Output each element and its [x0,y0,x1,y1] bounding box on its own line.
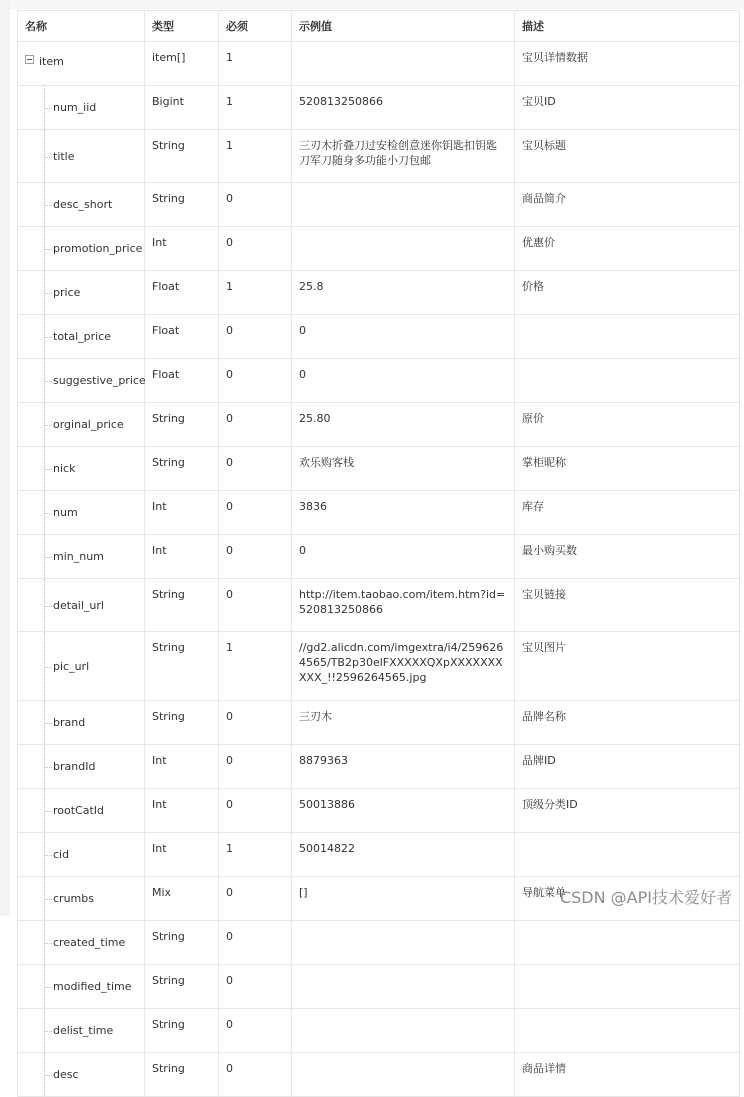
tree-branch [44,381,52,382]
field-required: 0 [219,1009,292,1053]
field-name-cell [18,130,145,183]
field-required: 0 [219,1053,292,1097]
root-example [292,42,515,86]
field-type: String [145,447,219,491]
field-desc: 原价 [515,403,740,447]
field-name: crumbs [53,892,94,905]
top-gutter [0,0,744,9]
field-example: [] [292,877,515,921]
field-required: 1 [219,632,292,701]
field-name-cell [18,183,145,227]
tree-branch [44,1075,52,1076]
field-name-cell [18,965,145,1009]
field-example [292,1053,515,1097]
field-desc: 导航菜单 [515,877,740,921]
table-row [18,535,740,579]
field-desc [515,1009,740,1053]
field-name: rootCatId [53,804,105,817]
tree-branch [44,293,52,294]
table-row [18,86,740,130]
field-name-cell [18,1053,145,1097]
field-desc: 宝贝标题 [515,130,740,183]
field-example: 8879363 [292,745,515,789]
field-name-cell [18,315,145,359]
table-row [18,701,740,745]
field-example: 50013886 [292,789,515,833]
tree-branch [44,987,52,988]
root-type: item[] [145,42,219,86]
header-type: 类型 [145,11,219,42]
field-desc: 库存 [515,491,740,535]
table-row [18,359,740,403]
tree-branch [44,606,52,607]
field-type: Float [145,315,219,359]
field-type: Int [145,745,219,789]
header-desc: 描述 [515,11,740,42]
field-name: nick [53,462,76,475]
header-required: 必须 [219,11,292,42]
field-example [292,965,515,1009]
field-name: brandId [53,760,96,773]
field-desc: 顶级分类ID [515,789,740,833]
field-example: 25.80 [292,403,515,447]
field-example: 0 [292,315,515,359]
field-name: num [53,506,78,519]
root-required: 1 [219,42,292,86]
field-desc: 宝贝链接 [515,579,740,632]
table-row [18,632,740,701]
field-required: 0 [219,535,292,579]
tree-branch [44,469,52,470]
field-name: modified_time [53,980,132,993]
field-example: 0 [292,359,515,403]
watermark: CSDN @API技术爱好者 [559,888,732,907]
field-required: 1 [219,130,292,183]
header-example: 示例值 [292,11,515,42]
field-type: String [145,130,219,183]
table-row [18,271,740,315]
tree-branch [44,667,52,668]
field-required: 0 [219,579,292,632]
field-desc: 优惠价 [515,227,740,271]
collapse-icon[interactable] [25,55,34,64]
field-name-cell [18,701,145,745]
field-example: 欢乐购客栈 [292,447,515,491]
field-type: String [145,1009,219,1053]
field-example [292,227,515,271]
field-example [292,183,515,227]
field-name-cell [18,359,145,403]
field-required: 1 [219,833,292,877]
field-desc: 商品简介 [515,183,740,227]
field-desc: 掌柜昵称 [515,447,740,491]
field-example [292,1009,515,1053]
field-name: brand [53,716,86,729]
field-name: min_num [53,550,104,563]
field-name: cid [53,848,70,861]
field-name: title [53,150,75,163]
field-desc [515,833,740,877]
field-name-cell [18,632,145,701]
field-example: 三刃木折叠刀过安检创意迷你钥匙扣钥匙刀军刀随身多功能小刀包邮 [292,130,515,183]
field-example: 25.8 [292,271,515,315]
field-required: 0 [219,183,292,227]
field-type: Int [145,789,219,833]
table-header-row [18,11,740,42]
table-row [18,579,740,632]
field-required: 0 [219,359,292,403]
table-row [18,789,740,833]
field-required: 0 [219,447,292,491]
field-name: suggestive_price [53,374,146,387]
table-row [18,745,740,789]
field-example: http://item.taobao.com/item.htm?id=520813250866 [292,579,515,632]
field-type: Int [145,833,219,877]
field-desc [515,315,740,359]
field-desc [515,921,740,965]
field-desc: 最小购买数 [515,535,740,579]
field-type: Int [145,227,219,271]
left-gutter [0,0,10,916]
field-name-cell [18,403,145,447]
field-type: String [145,183,219,227]
table-row [18,183,740,227]
field-desc [515,965,740,1009]
field-required: 0 [219,965,292,1009]
field-type: String [145,921,219,965]
table-row [18,315,740,359]
tree-branch [44,723,52,724]
field-name: orginal_price [53,418,124,431]
field-type: Float [145,359,219,403]
field-name-cell [18,921,145,965]
field-desc: 价格 [515,271,740,315]
field-name: created_time [53,936,126,949]
tree-branch [44,1031,52,1032]
tree-branch [44,767,52,768]
field-name-cell [18,745,145,789]
field-type: Bigint [145,86,219,130]
field-type: String [145,403,219,447]
table-row [18,833,740,877]
tree-line [44,632,45,700]
field-required: 0 [219,789,292,833]
field-desc: 商品详情 [515,1053,740,1097]
field-name: desc [53,1068,79,1081]
tree-branch [44,249,52,250]
field-example: 三刃木 [292,701,515,745]
tree-branch [44,899,52,900]
field-name: total_price [53,330,112,343]
field-example [292,921,515,965]
table-row-root [18,42,740,86]
field-name-cell [18,579,145,632]
field-type: Float [145,271,219,315]
root-name-cell [18,42,145,86]
field-required: 0 [219,701,292,745]
field-name-cell [18,227,145,271]
field-desc: 宝贝图片 [515,632,740,701]
field-name-cell [18,447,145,491]
field-required: 0 [219,745,292,789]
field-type: String [145,965,219,1009]
root-desc: 宝贝详情数据 [515,42,740,86]
field-name: delist_time [53,1024,114,1037]
tree-line [44,579,45,631]
field-desc [515,359,740,403]
tree-branch [44,205,52,206]
field-required: 0 [219,491,292,535]
field-required: 1 [219,86,292,130]
field-name-cell [18,877,145,921]
field-name-cell [18,271,145,315]
field-example: 3836 [292,491,515,535]
field-required: 0 [219,921,292,965]
table-row [18,491,740,535]
field-type: Mix [145,877,219,921]
table-row [18,447,740,491]
field-name-cell [18,1009,145,1053]
tree-branch [44,425,52,426]
field-type: String [145,632,219,701]
field-type: String [145,701,219,745]
tree-branch [44,811,52,812]
table-row [18,1053,740,1097]
field-name: price [53,286,81,299]
tree-branch [44,157,52,158]
field-desc: 宝贝ID [515,86,740,130]
table-row [18,921,740,965]
table-row [18,403,740,447]
field-name-cell [18,833,145,877]
field-name: detail_url [53,599,104,612]
tree-branch [44,337,52,338]
field-name: num_iid [53,101,97,114]
tree-branch [44,513,52,514]
table-row [18,1009,740,1053]
table-row [18,227,740,271]
field-type: Int [145,535,219,579]
field-required: 0 [219,227,292,271]
field-example: //gd2.alicdn.com/imgextra/i4/2596264565/TB2p30elFXXXXXQXpXXXXXXXXXX_!!2596264565.jpg [292,632,515,701]
tree-branch [44,108,52,109]
tree-line [44,130,45,182]
field-example: 0 [292,535,515,579]
field-required: 0 [219,877,292,921]
field-name: desc_short [53,198,113,211]
field-type: String [145,579,219,632]
field-required: 0 [219,315,292,359]
header-name: 名称 [18,11,145,42]
root-name: item [39,55,64,68]
table-row [18,130,740,183]
api-fields-table [17,10,740,1097]
tree-branch [44,943,52,944]
field-name-cell [18,535,145,579]
field-name: pic_url [53,660,90,673]
field-name-cell [18,789,145,833]
tree-branch [44,557,52,558]
field-example: 50014822 [292,833,515,877]
field-type: Int [145,491,219,535]
table-row [18,965,740,1009]
field-desc: 品牌ID [515,745,740,789]
field-name-cell [18,491,145,535]
field-desc: 品牌名称 [515,701,740,745]
field-type: String [145,1053,219,1097]
field-required: 0 [219,403,292,447]
field-name-cell [18,86,145,130]
tree-branch [44,855,52,856]
field-name: promotion_price [53,242,143,255]
field-required: 1 [219,271,292,315]
field-example: 520813250866 [292,86,515,130]
